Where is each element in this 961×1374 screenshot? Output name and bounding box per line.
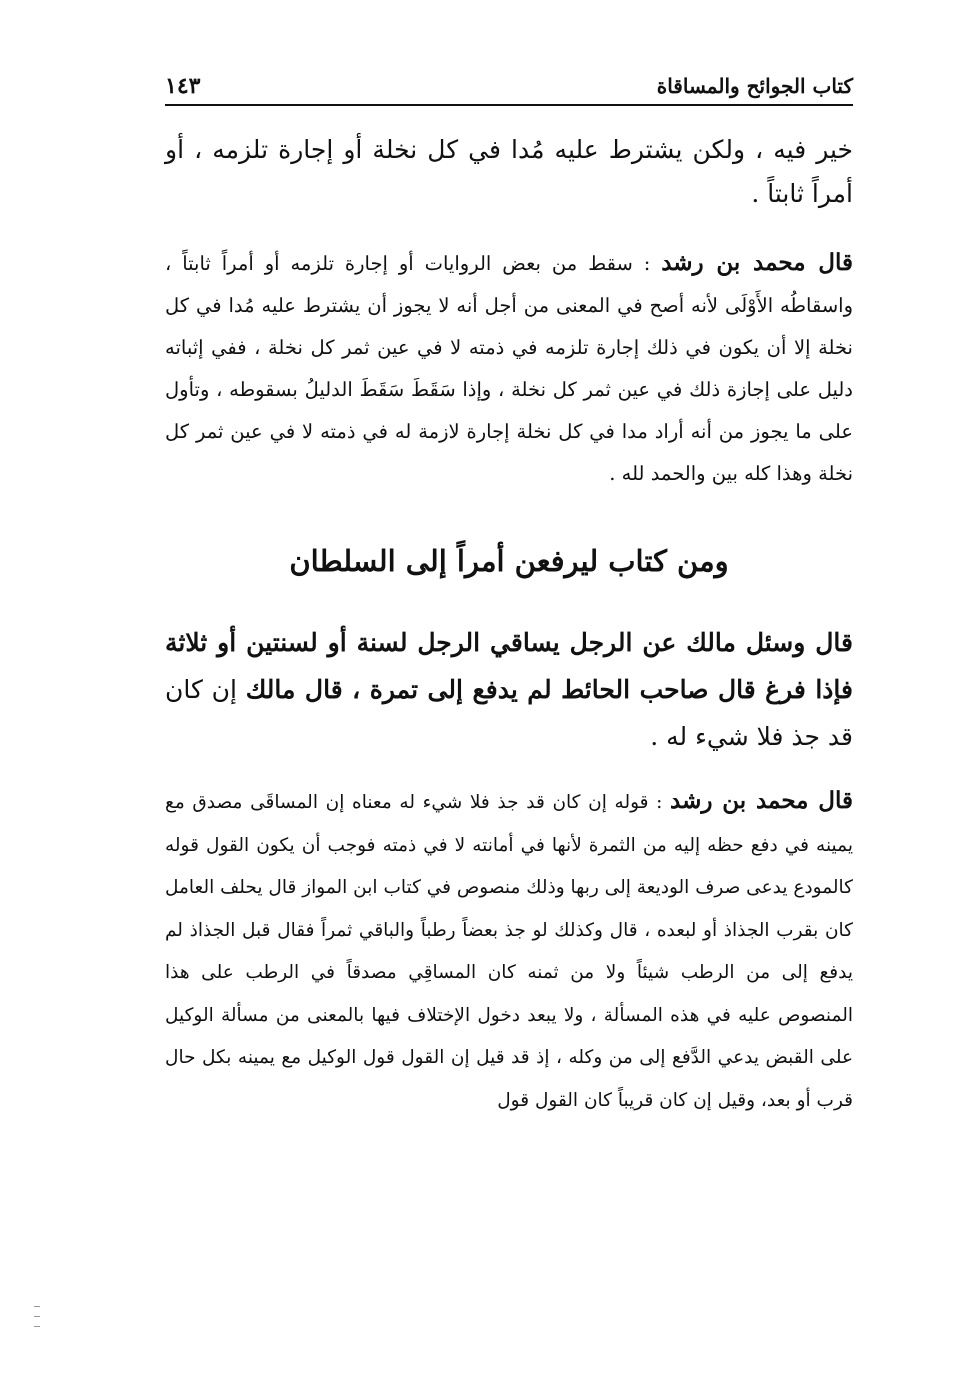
section-heading: ومن كتاب ليرفعن أمراً إلى السلطان	[289, 544, 729, 578]
margin-tick	[34, 1306, 40, 1307]
scan-margin-marks	[34, 1306, 44, 1338]
speaker-label: قال محمد بن رشد	[670, 787, 853, 814]
page-number: ١٤٣	[165, 73, 201, 99]
commentary-paragraph	[165, 242, 853, 495]
running-header	[165, 58, 853, 106]
margin-tick	[34, 1316, 40, 1317]
book-page	[165, 58, 853, 1348]
question-paragraph	[165, 619, 853, 760]
margin-tick	[34, 1326, 40, 1327]
paragraph-text: خير فيه ، ولكن يشترط عليه مُدا في كل نخلة أو إجارة تلزمه ، أو أمراً ثابتاً .	[165, 135, 853, 208]
speaker-label: قال مالك	[245, 675, 343, 704]
paragraph-text: إن كان قد جذ فلا شيء له .	[165, 675, 853, 751]
paragraph-text: قال وسئل مالك عن الرجل يساقي الرجل لسنة أو لسنتين أو ثلاثة فإذا فرغ قال صاحب الحائط لم يدفع إلى تمرة ،	[165, 628, 854, 704]
paragraph-text: : سقط من بعض الروايات أو إجارة تلزمه أو أمراً ثابتاً ، واسقاطُه الأَوْلَى لأنه أصح في المعنى من أجل أنه لا يجوز أن يشترط عليه مُدا في كل نخلة إلا أن يكون في ذلك إجارة تلزمه في ذمته لا في عين ثمر كل نخلة ، ففي إثباته دليل على إجازة ذلك في عين ثمر كل نخلة ، وإذا سَقَطَ سَقَطَ الدليلُ بسقوطه ، وتأول على ما يجوز من أنه أراد مدا في كل نخلة إجارة لازمة له في ذمته لا في عين ثمر كل نخلة وهذا كله بين والحمد لله .	[165, 252, 853, 485]
speaker-label: قال محمد بن رشد	[661, 249, 853, 276]
paragraph-continuation	[165, 128, 853, 216]
book-title: كتاب الجوائح والمساقاة	[656, 74, 853, 98]
paragraph-text: : قوله إن كان قد جذ فلا شيء له معناه إن المساقَى مصدق مع يمينه في دفع حظه إليه من الثمرة لأنها في أمانته لا في ذمته فوجب أن يكون القول قوله كالمودع يدعى صرف الوديعة إلى ربها وذلك منصوص في كتاب ابن المواز قال يحلف العامل كان بقرب الجذاذ أو لبعده ، قال وكذلك لو جذ بعضاً رطباً والباقي ثمراً فقال قبل الجذاذ لم يدفع إلى من الرطب شيئاً ولا من ثمنه كان المساقِي مصدقاً في الرطب على هذا المنصوص عليه في هذه المسألة ، ولا يبعد دخول الإختلاف فيها بالمعنى من مسألة الوكيل على القبض يدعي الدَّفع إلى من وكله ، إذ قد قيل إن القول قول الوكيل مع يمينه بكل حال قرب أو بعد، وقيل إن كان قريباً كان القول قول	[165, 792, 853, 1111]
commentary-paragraph	[165, 780, 853, 1122]
